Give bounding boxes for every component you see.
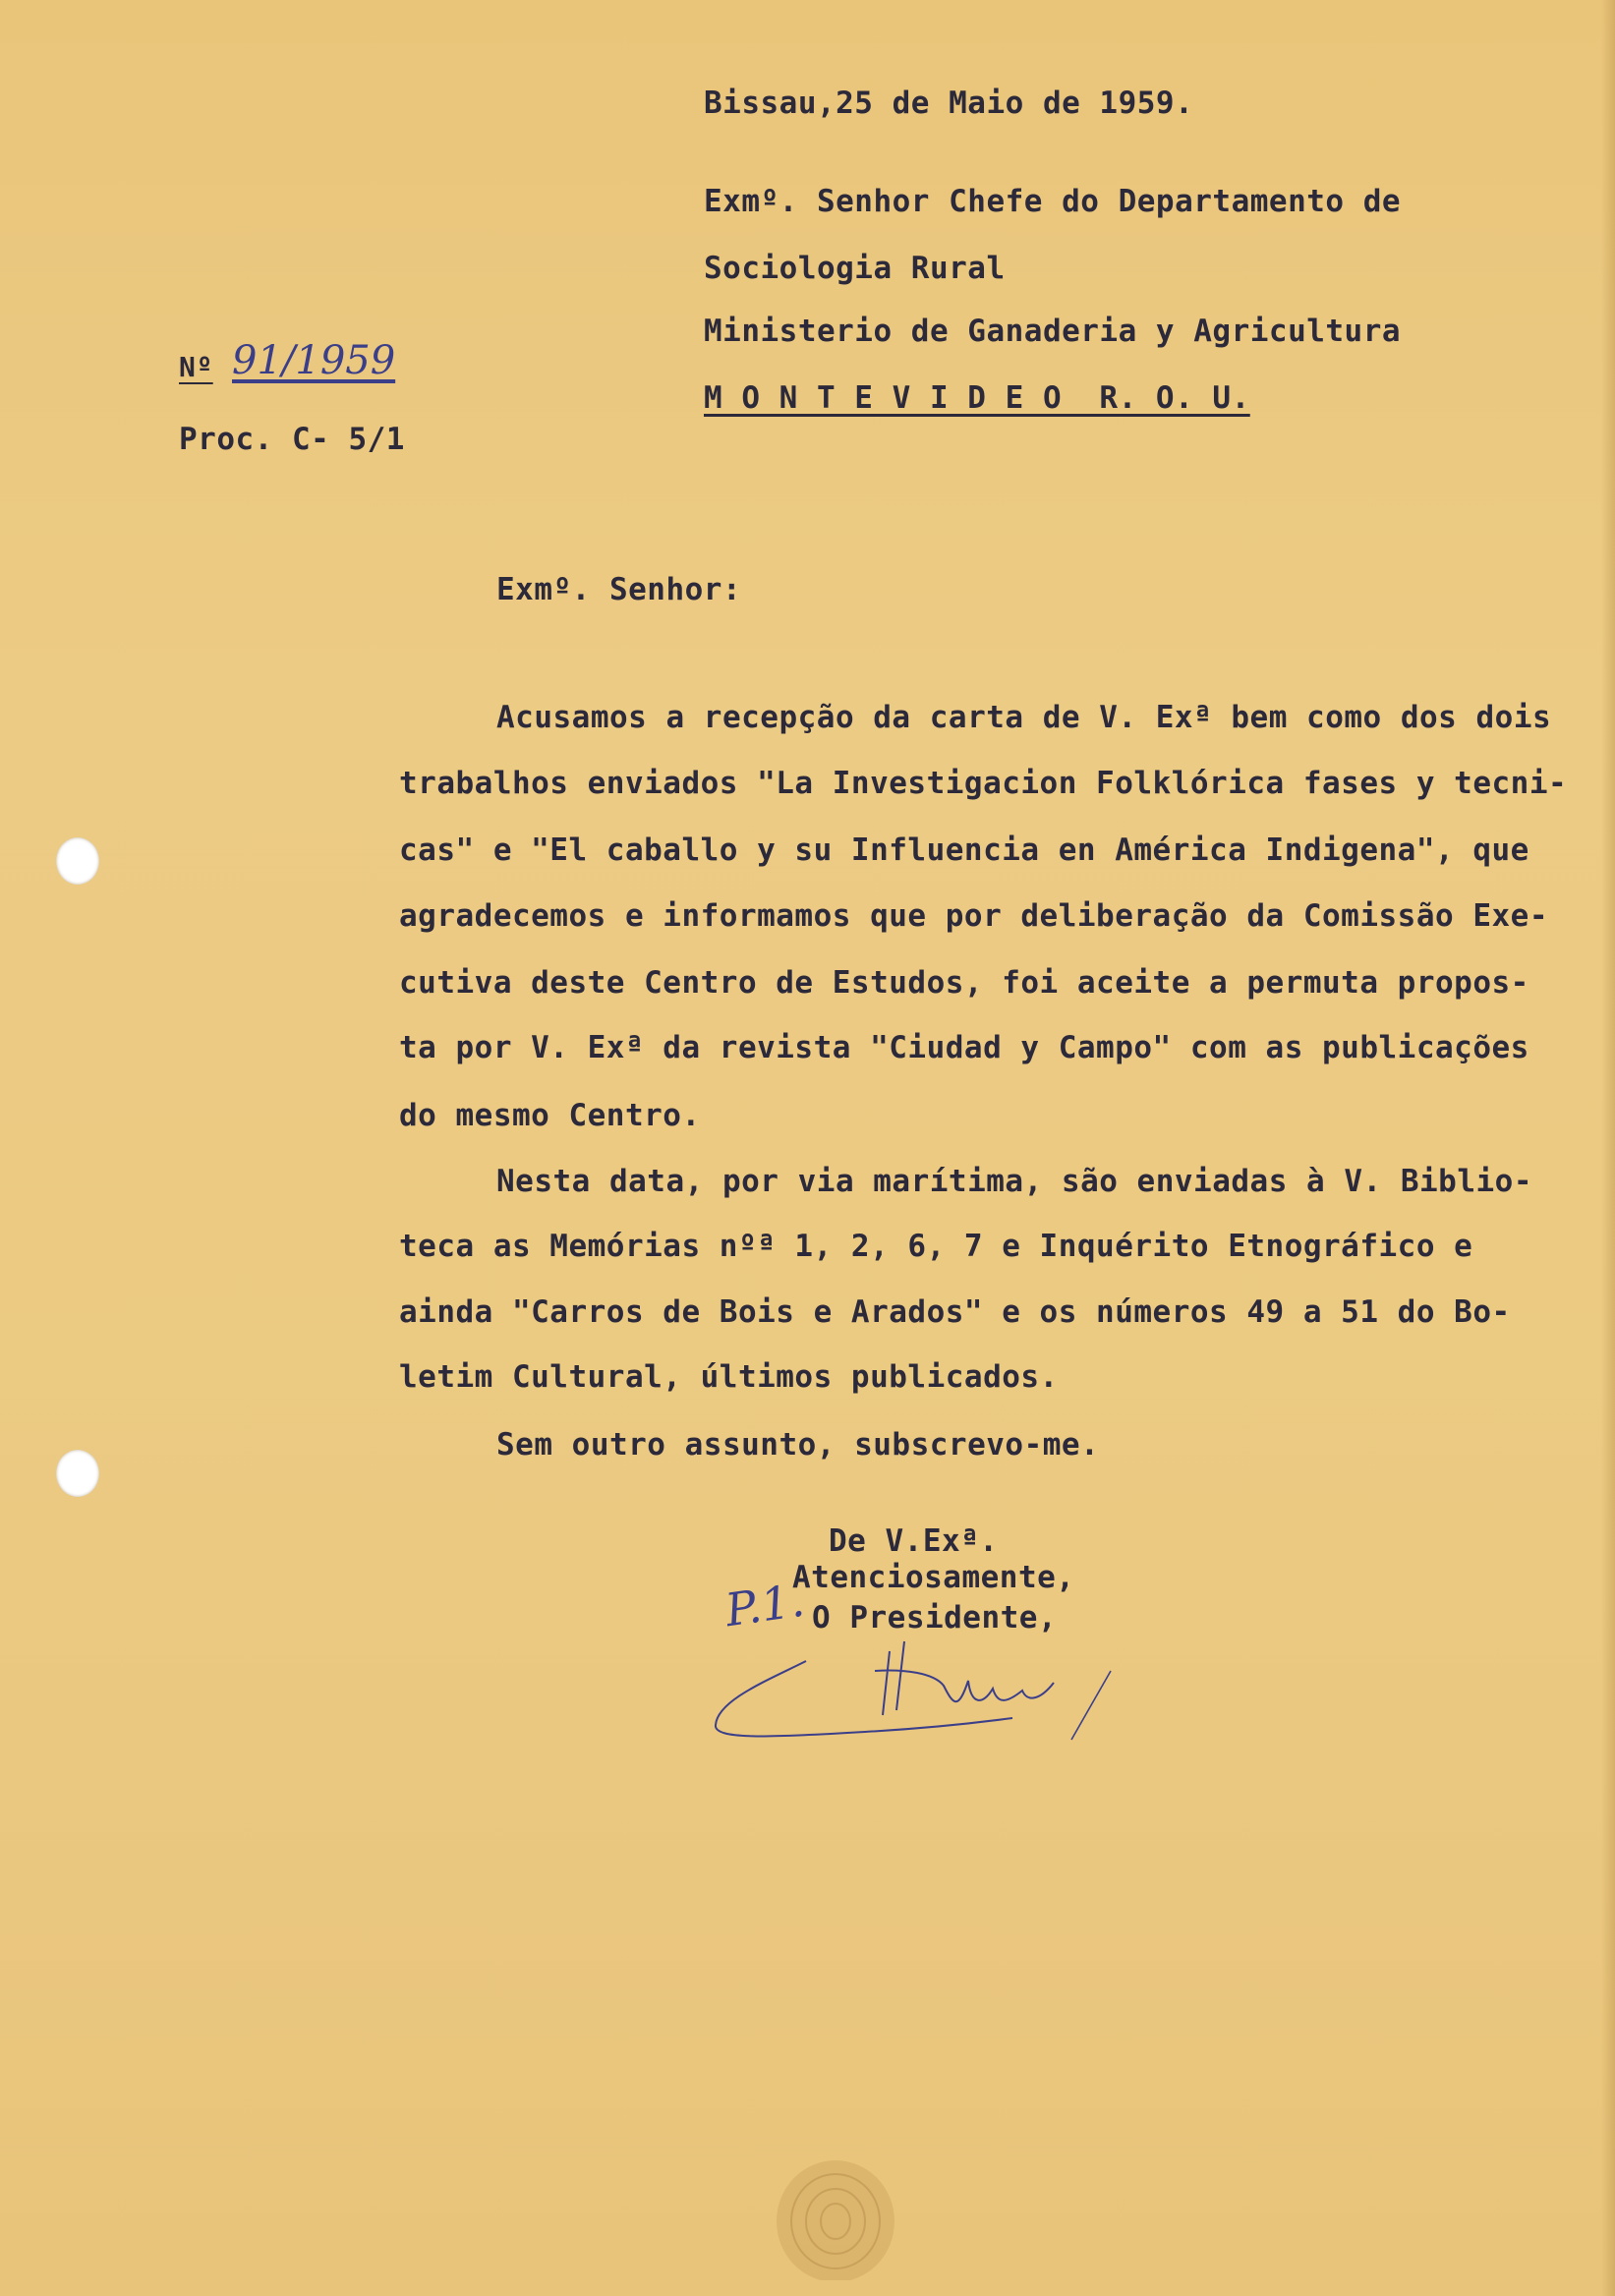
- fingerprint-smudge: [757, 2133, 914, 2280]
- process-reference: Proc. C- 5/1: [179, 422, 405, 457]
- reference-number-label: Nº: [179, 351, 213, 383]
- signature: [708, 1612, 1140, 1750]
- body-p1-line-7: do mesmo Centro.: [399, 1098, 701, 1133]
- body-p2-line-1: Nesta data, por via marítima, são enviadas à V. Biblio-: [496, 1164, 1532, 1199]
- handwritten-initials: P.1.: [721, 1573, 808, 1637]
- body-p2-line-3: ainda "Carros de Bois e Arados" e os números 49 a 51 do Bo-: [399, 1294, 1511, 1330]
- body-p2-line-2: teca as Memórias nºª 1, 2, 6, 7 e Inquérito Etnográfico e: [399, 1229, 1473, 1264]
- recipient-line-2: Sociologia Rural: [704, 251, 1006, 286]
- recipient-line-3: Ministerio de Ganaderia y Agricultura: [704, 314, 1402, 349]
- salutation: Exmº. Senhor:: [496, 572, 742, 607]
- recipient-line-1: Exmº. Senhor Chefe do Departamento de: [704, 184, 1402, 219]
- place-date: Bissau,25 de Maio de 1959.: [704, 86, 1194, 121]
- body-p3: Sem outro assunto, subscrevo-me.: [496, 1427, 1100, 1463]
- reference-number-value: 91/1959: [232, 338, 396, 383]
- body-p1-line-5: cutiva deste Centro de Estudos, foi aceite a permuta propos-: [399, 965, 1529, 1001]
- body-p1-line-6: ta por V. Exª da revista "Ciudad y Campo" com as publicações: [399, 1030, 1529, 1065]
- punch-hole-top: [56, 837, 99, 885]
- body-p1-line-3: cas" e "El caballo y su Influencia en América Indigena", que: [399, 832, 1529, 868]
- body-p1-line-4: agradecemos e informamos que por deliberação da Comissão Exe-: [399, 898, 1548, 934]
- closing-line-1: De V.Exª.: [829, 1523, 999, 1559]
- closing-line-2: Atenciosamente,: [792, 1560, 1075, 1595]
- body-p1-line-1: Acusamos a recepção da carta de V. Exª bem como dos dois: [496, 700, 1552, 735]
- punch-hole-bottom: [56, 1450, 99, 1497]
- recipient-city: M O N T E V I D E O R. O. U.: [704, 380, 1250, 416]
- closing-line-3: O Presidente,: [812, 1600, 1058, 1636]
- body-p1-line-2: trabalhos enviados "La Investigacion Folklórica fases y tecni-: [399, 766, 1568, 801]
- body-p2-line-4: letim Cultural, últimos publicados.: [399, 1359, 1059, 1395]
